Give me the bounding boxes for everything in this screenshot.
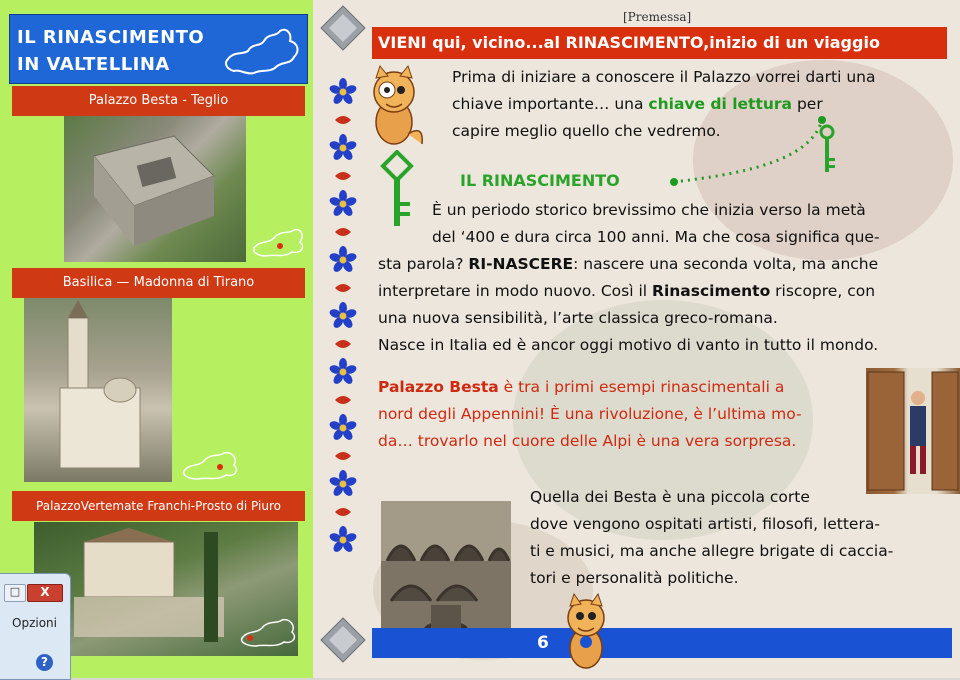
- section-heading: IL RINASCIMENTO: [460, 171, 620, 190]
- page-banner: VIENI qui, vicino...al RINASCIMENTO,inizio di un viaggio: [372, 27, 947, 59]
- title-line-1: IL RINASCIMENTO: [17, 27, 205, 48]
- key-icon-small: [816, 124, 838, 176]
- page-number: 6: [537, 633, 549, 653]
- flower-ornament-icon: [328, 246, 357, 274]
- leaf-ornament-icon: [335, 508, 351, 516]
- intro-line-3: capire meglio quello che vedremo.: [452, 122, 721, 140]
- body-line-4: [378, 278, 954, 305]
- dotted-path: [660, 112, 840, 192]
- body-line-4-text: interpretare in modo nuovo. Così il: [378, 282, 653, 300]
- rinascimento-paragraph: [378, 197, 954, 359]
- panel-title: [17, 24, 204, 78]
- intro-line-1: Prima di iniziare a conoscere il Palazzo vorrei darti una: [452, 68, 876, 86]
- options-label: Opzioni: [12, 616, 57, 630]
- cat-mascot-icon: [360, 64, 430, 150]
- red-line-3: da… trovarlo nel cuore delle Alpi è una vera sorpresa.: [378, 432, 797, 450]
- intro-line-2-end: per: [792, 95, 823, 113]
- leaf-ornament-icon: [335, 396, 351, 404]
- mini-map-piuro: [238, 612, 300, 652]
- rinascere-term: RI-NASCERE: [468, 255, 574, 273]
- red-line-2: nord degli Appennini! È una rivoluzione, è l’ultima mo-: [378, 405, 802, 423]
- rinascimento-term: Rinascimento: [652, 282, 771, 300]
- leaf-ornament-icon: [335, 452, 351, 460]
- leaf-ornament-icon: [335, 228, 351, 236]
- body-line-2: del ‘400 e dura circa 100 anni. Ma che cosa significa que-: [432, 228, 880, 246]
- title-line-2: IN VALTELLINA: [17, 54, 170, 75]
- cat-mascot-bottom-icon: [554, 592, 620, 676]
- leaf-ornament-icon: [335, 284, 351, 292]
- photo-basilica-tirano: [24, 298, 172, 482]
- body-line-1: È un periodo storico brevissimo che inizia verso la metà: [432, 201, 866, 219]
- leaf-ornament-icon: [335, 340, 351, 348]
- section-tag: [Premessa]: [623, 10, 692, 24]
- mini-map-teglio: [250, 222, 308, 262]
- flower-ornament-icon: [328, 414, 357, 442]
- close-button[interactable]: X: [27, 584, 63, 602]
- flower-ornament-icon: [328, 526, 357, 554]
- photo-courtyard: [381, 501, 511, 643]
- valtellina-map-icon: [220, 21, 305, 79]
- title-box: [9, 14, 308, 84]
- flower-ornament-icon: [328, 470, 357, 498]
- flower-ornament-icon: [328, 190, 357, 218]
- court-line-1: Quella dei Besta è una piccola corte: [530, 488, 810, 506]
- court-line-4: tori e personalità politiche.: [530, 569, 739, 587]
- red-line-1: [378, 374, 868, 401]
- minimize-button[interactable]: □: [4, 584, 26, 602]
- body-line-6: Nasce in Italia ed è ancor oggi motivo di vanto in tutto il mondo.: [378, 336, 879, 354]
- palazzo-besta-term: Palazzo Besta: [378, 378, 499, 396]
- location-label-tirano: Basilica — Madonna di Tirano: [12, 268, 305, 298]
- leaf-ornament-icon: [335, 116, 351, 124]
- flower-ornament-icon: [328, 302, 357, 330]
- key-highlight: chiave di lettura: [648, 95, 793, 113]
- court-line-3: ti e musici, ma anche allegre brigate di caccia-: [530, 542, 894, 560]
- options-menu-item[interactable]: [12, 616, 57, 630]
- flower-ornament-icon: [328, 78, 357, 106]
- palazzo-besta-paragraph: [378, 374, 868, 455]
- help-icon[interactable]: ?: [36, 654, 53, 671]
- mini-map-tirano: [180, 445, 242, 485]
- diamond-ornament-bottom: [321, 618, 365, 662]
- intro-line-2-text: chiave importante… una: [452, 95, 649, 113]
- body-line-5: una nuova sensibilità, l’arte classica greco-romana.: [378, 309, 778, 327]
- location-label-piuro: PalazzoVertemate Franchi-Prosto di Piuro: [12, 491, 305, 521]
- flower-ornament-icon: [328, 358, 357, 386]
- body-line-3: [378, 251, 954, 278]
- footer-bar: [372, 628, 952, 658]
- location-label-teglio: Palazzo Besta - Teglio: [12, 86, 305, 116]
- court-paragraph: [530, 484, 958, 592]
- body-line-4-end: riscopre, con: [770, 282, 876, 300]
- red-line-1-text: è tra i primi esempi rinascimentali a: [498, 378, 785, 396]
- flower-ornament-icon: [328, 134, 357, 162]
- diamond-ornament-top: [321, 6, 365, 50]
- photo-door-figure: [866, 368, 960, 494]
- body-line-3-text: sta parola?: [378, 255, 469, 273]
- options-dialog: [0, 573, 71, 680]
- leaf-ornament-icon: [335, 172, 351, 180]
- court-line-2: dove vengono ospitati artisti, filosofi, lettera-: [530, 515, 880, 533]
- body-line-3-end: : nascere una seconda volta, ma anche: [573, 255, 879, 273]
- photo-palazzo-besta: [64, 116, 246, 262]
